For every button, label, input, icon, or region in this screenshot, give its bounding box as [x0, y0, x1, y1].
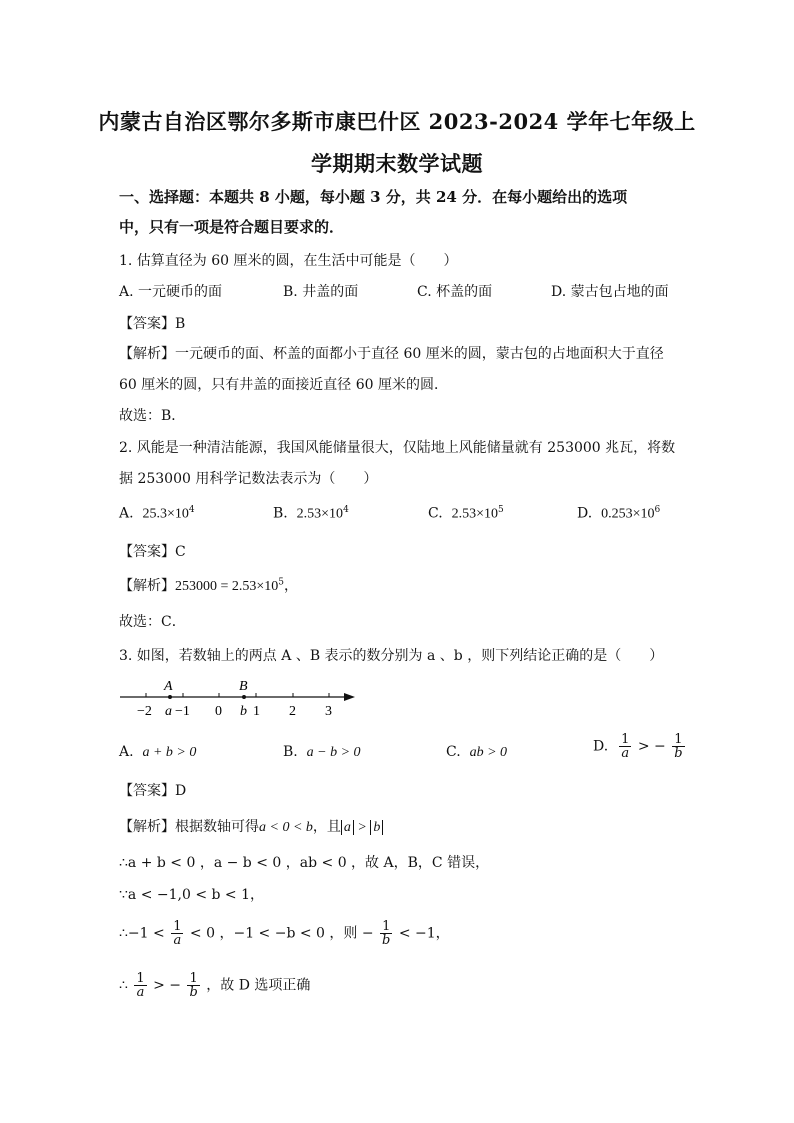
q2-option-d: D. $0.253\times 10^6$: [577, 505, 661, 522]
q3-analysis-intro: 【解析】根据数轴可得a < 0 < b，且 a > b: [119, 816, 383, 836]
q3-step4: ∴ $\frac{1}{a}$ > − $\frac{1}{b}$ ，故 D 选项正确: [119, 971, 311, 1000]
tick-label-3: 3: [325, 704, 332, 719]
q1-analysis-line2: 60 厘米的圆，只有井盖的面接近直径 60 厘米的圆．: [119, 377, 448, 393]
q1-option-c: C. 杯盖的面: [417, 284, 493, 300]
tick-label-neg1: −1: [175, 704, 190, 719]
q1-stem: 1. 估算直径为 60 厘米的圆，在生活中可能是（ ）: [119, 253, 458, 269]
page-title-line2: 学期期末数学试题: [311, 151, 483, 176]
fraction: $\frac{1}{b}$: [189, 971, 198, 1000]
q3-option-c: C. ab > 0: [446, 744, 508, 760]
page-title-line1: 内蒙古自治区鄂尔多斯市康巴什区 2023-2024 学年七年级上: [98, 109, 696, 134]
tick-label-1: 1: [253, 704, 260, 719]
q3-step1: ∴a + b < 0 ，a − b < 0 ，ab < 0 ，故 A，B，C 错误，: [119, 855, 490, 871]
q2-analysis: 【解析】$253000 = 2.53\times 10^5$，: [119, 577, 299, 594]
arrow-head-icon: [344, 693, 355, 701]
q3-answer: 【答案】D: [119, 783, 187, 799]
fraction: $\frac{1}{b}$: [674, 732, 683, 761]
q3-option-d: D. $\frac{1}{a}$ > − $\frac{1}{b}$: [593, 732, 683, 761]
q2-stem-line1: 2. 风能是一种清洁能源，我国风能储量很大，仅陆地上风能储量就有 253000 兆瓦，将数: [119, 440, 676, 456]
q2-choose: 故选：C．: [119, 614, 186, 630]
q1-answer: 【答案】B: [119, 316, 186, 332]
fraction: $\frac{1}{a}$: [621, 732, 630, 761]
q3-step2: ∵a < −1,0 < b < 1，: [119, 887, 265, 903]
tick-label-0: 0: [215, 704, 222, 719]
q3-stem: 3. 如图，若数轴上的两点 A 、B 表示的数分别为 a 、b ，则下列结论正确的是（ ）: [119, 648, 664, 664]
point-a-dot: [168, 695, 172, 699]
tick-label-a: a: [165, 704, 172, 719]
fraction: $\frac{1}{a}$: [173, 919, 182, 948]
q1-option-b: B. 井盖的面: [283, 284, 359, 300]
fraction: $\frac{1}{a}$: [136, 971, 145, 1000]
tick-label-neg2: −2: [137, 704, 152, 719]
q2-option-b: B. $2.53\times 10^4$: [273, 505, 349, 522]
fraction: $\frac{1}{b}$: [382, 919, 391, 948]
number-line-figure: [115, 675, 365, 720]
q3-step3: ∴−1 < $\frac{1}{a}$ < 0 ，−1 < −b < 0 ，则 − $\frac{1}{b}$ < −1，: [119, 919, 450, 948]
q2-stem-line2: 据 253000 用科学记数法表示为（ ）: [119, 471, 378, 487]
q2-option-c: C. $2.53\times 10^5$: [428, 505, 504, 522]
q1-option-d: D. 蒙古包占地的面: [551, 284, 669, 300]
q2-option-a: A. $25.3\times 10^4$: [119, 505, 195, 522]
q3-option-a: A. a + b > 0: [119, 744, 197, 760]
q1-analysis-line1: 【解析】一元硬币的面、杯盖的面都小于直径 60 厘米的圆，蒙古包的占地面积大于直径: [119, 346, 664, 362]
point-a-label: A: [164, 679, 173, 694]
point-b-dot: [242, 695, 246, 699]
q1-choose: 故选：B．: [119, 408, 186, 424]
q2-answer: 【答案】C: [119, 544, 186, 560]
point-b-label: B: [239, 679, 248, 694]
section-heading-line2: 中，只有一项是符合题目要求的．: [119, 218, 345, 236]
tick-label-2: 2: [289, 704, 296, 719]
section-heading-line1: 一、选择题：本题共 8 小题，每小题 3 分，共 24 分．在每小题给出的选项: [119, 188, 628, 206]
tick-label-b: b: [240, 704, 247, 719]
q1-option-a: A. 一元硬币的面: [119, 284, 223, 300]
q3-option-b: B. a − b > 0: [283, 744, 361, 760]
